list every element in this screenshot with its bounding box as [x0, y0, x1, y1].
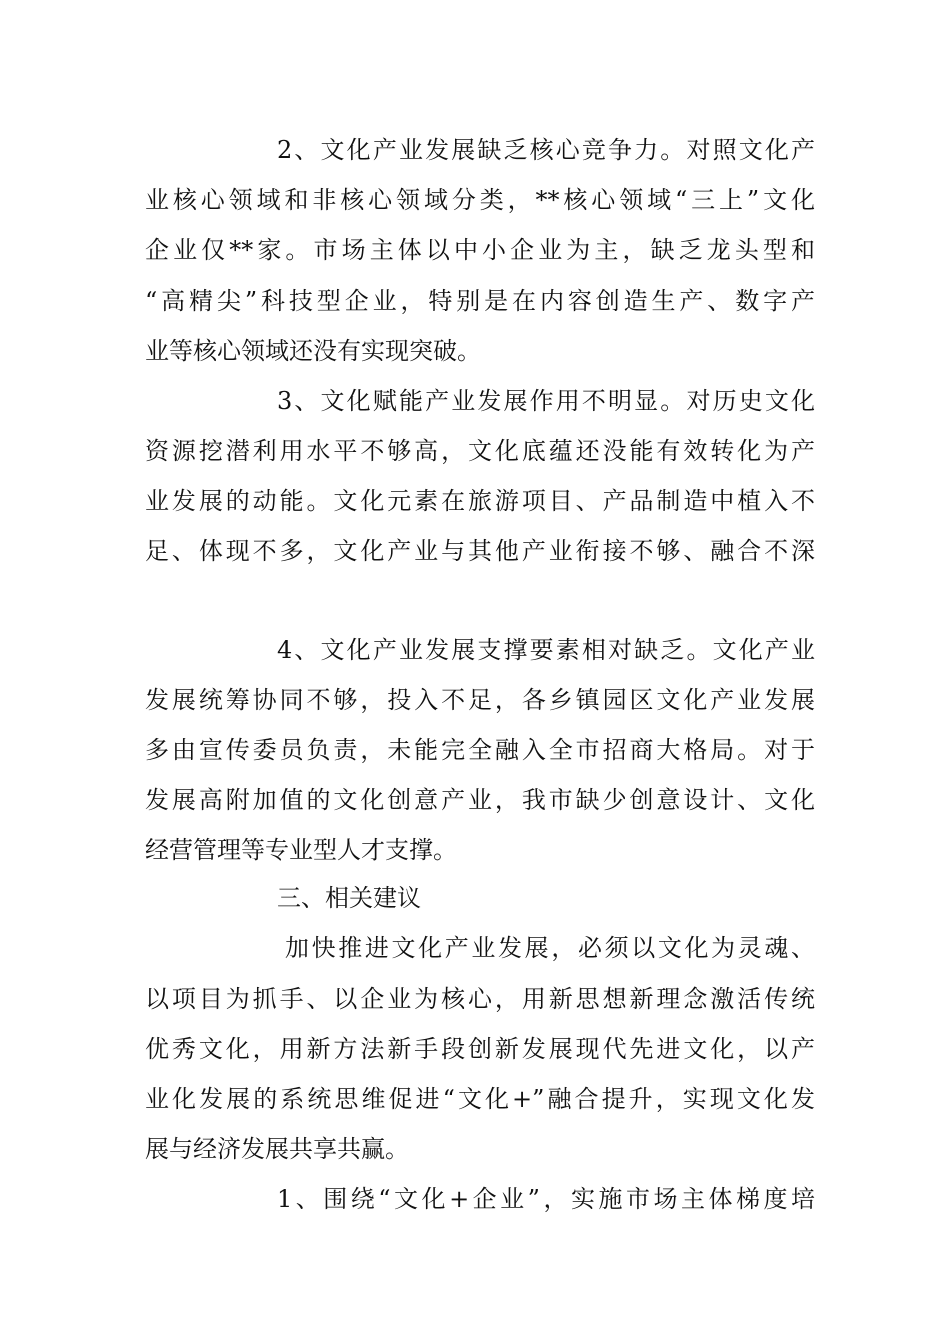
- para3-line-3: 业发展的动能。文化元素在旅游项目、产品制造中植入不: [145, 487, 815, 515]
- para4-line-5: 经营管理等专业型人才支撑。: [145, 836, 457, 864]
- intro-line-2: 以项目为抓手、以企业为核心，用新思想新理念激活传统: [145, 985, 815, 1013]
- para2-line-4: “高精尖”科技型企业，特别是在内容创造生产、数字产: [145, 287, 815, 315]
- para4-line-1: 4、文化产业发展支撑要素相对缺乏。文化产业: [277, 636, 815, 664]
- intro-line-4: 业化发展的系统思维促进“文化+”融合提升，实现文化发: [145, 1085, 815, 1113]
- para4-line-2: 发展统筹协同不够，投入不足，各乡镇园区文化产业发展: [145, 686, 815, 714]
- para4-line-3: 多由宣传委员负责，未能完全融入全市招商大格局。对于: [145, 736, 815, 764]
- para3-line-4: 足、体现不多，文化产业与其他产业衔接不够、融合不深: [145, 537, 815, 565]
- para2-line-5: 业等核心领域还没有实现突破。: [145, 337, 481, 365]
- para3-line-1: 3、文化赋能产业发展作用不明显。对历史文化: [277, 387, 815, 415]
- para2-line-2: 业核心领域和非核心领域分类，**核心领域“三上”文化: [145, 186, 815, 214]
- para3-line-2: 资源挖潜利用水平不够高，文化底蕴还没能有效转化为产: [145, 437, 815, 465]
- section-heading: 三、相关建议: [277, 884, 421, 912]
- intro-line-5: 展与经济发展共享共赢。: [145, 1135, 409, 1163]
- intro-line-3: 优秀文化，用新方法新手段创新发展现代先进文化，以产: [145, 1035, 815, 1063]
- para2-line-1: 2、文化产业发展缺乏核心竞争力。对照文化产: [277, 136, 815, 164]
- intro-line-1: 加快推进文化产业发展，必须以文化为灵魂、: [285, 934, 815, 962]
- rec1-line-1: 1、围绕“文化+企业”，实施市场主体梯度培: [277, 1185, 815, 1213]
- para4-line-4: 发展高附加值的文化创意产业，我市缺少创意设计、文化: [145, 786, 815, 814]
- para2-line-3: 企业仅**家。市场主体以中小企业为主，缺乏龙头型和: [145, 236, 815, 264]
